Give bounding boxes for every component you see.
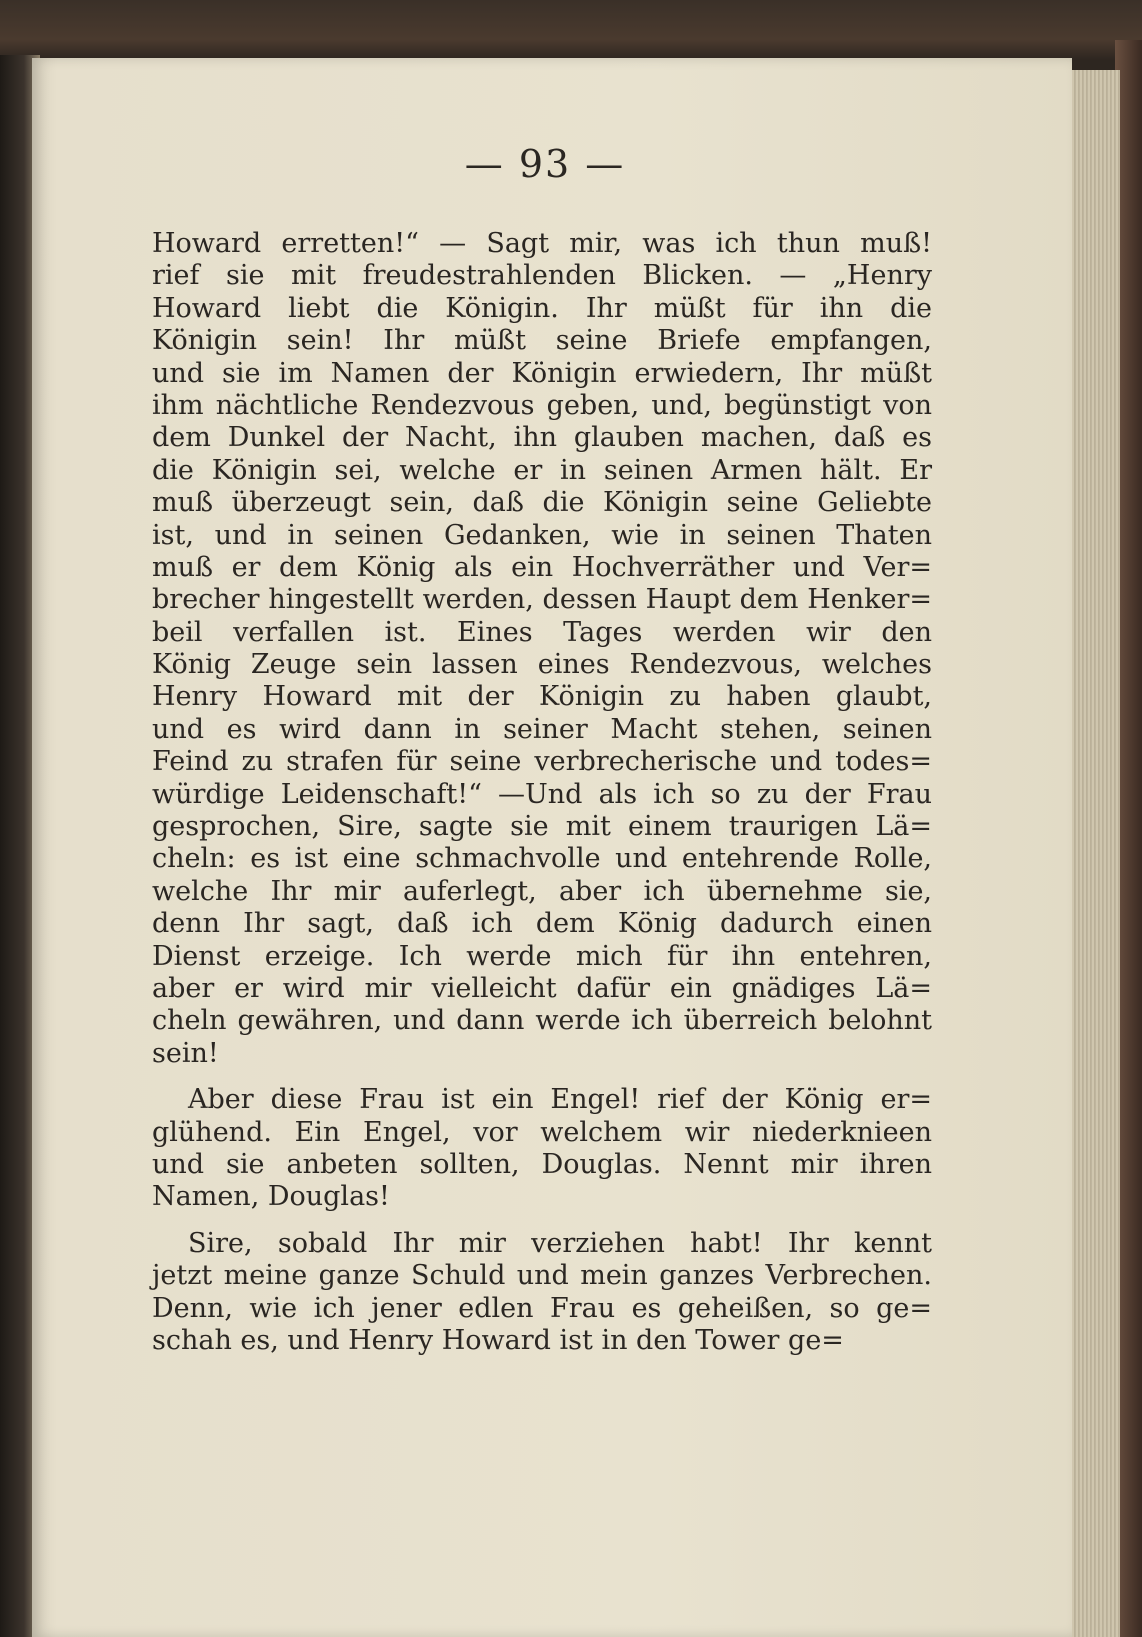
text-line: ihm nächtliche Rendezvous geben, und, begünstigt von xyxy=(152,389,932,421)
text-line: glühend. Ein Engel, vor welchem wir niederknieen xyxy=(152,1116,932,1148)
text-line: König Zeuge sein lassen eines Rendezvous, welches xyxy=(152,649,932,681)
body-text xyxy=(152,228,932,1357)
page-number: — 93 — xyxy=(464,142,626,186)
text-line: cheln: es ist eine schmachvolle und entehrende Rolle, xyxy=(152,843,932,875)
text-line: und sie anbeten sollten, Douglas. Nennt mir ihren xyxy=(152,1148,932,1180)
text-line: dem Dunkel der Nacht, ihn glauben machen, daß es xyxy=(152,422,932,454)
text-line: rief sie mit freudestrahlenden Blicken. — „Henry xyxy=(152,260,932,292)
text-line: aber er wird mir vielleicht dafür ein gnädiges Lä= xyxy=(152,972,932,1004)
text-line: gesprochen, Sire, sagte sie mit einem traurigen Lä= xyxy=(152,811,932,843)
text-line: beil verfallen ist. Eines Tages werden wir den xyxy=(152,616,932,648)
text-line: Henry Howard mit der Königin zu haben glaubt, xyxy=(152,681,932,713)
text-line: muß überzeugt sein, daß die Königin seine Geliebte xyxy=(152,487,932,519)
text-line: und es wird dann in seiner Macht stehen, seinen xyxy=(152,713,932,745)
text-line: Sire, sobald Ihr mir verziehen habt! Ihr kennt xyxy=(188,1227,932,1259)
text-line: Königin sein! Ihr müßt seine Briefe empfangen, xyxy=(152,325,932,357)
text-line: Denn, wie ich jener edlen Frau es geheißen, so ge= xyxy=(152,1292,932,1324)
text-line: Howard liebt die Königin. Ihr müßt für ihn die xyxy=(152,292,932,324)
text-line: Namen, Douglas! xyxy=(152,1181,390,1213)
paragraph xyxy=(152,1084,932,1214)
paragraph-gap xyxy=(152,1214,932,1228)
text-line: Howard erretten!“ — Sagt mir, was ich thun muß! xyxy=(152,228,932,259)
text-line: cheln gewähren, und dann werde ich überreich belohnt xyxy=(152,1005,932,1037)
text-line: würdige Leidenschaft!“ —Und als ich so zu der Frau xyxy=(152,778,932,810)
text-line: jetzt meine ganze Schuld und mein ganzes Verbrechen. xyxy=(152,1260,932,1292)
text-line: Feind zu strafen für seine verbrecherische und todes= xyxy=(152,746,932,778)
paragraph xyxy=(152,1228,932,1358)
text-line: schah es, und Henry Howard ist in den Tower ge= xyxy=(152,1324,844,1356)
paragraph-gap xyxy=(152,1070,932,1084)
text-line: welche Ihr mir auferlegt, aber ich übernehme sie, xyxy=(152,875,932,907)
text-line: sein! xyxy=(152,1037,219,1069)
text-line: ist, und in seinen Gedanken, wie in seinen Thaten xyxy=(152,519,932,551)
text-line: die Königin sei, welche er in seinen Armen hält. Er xyxy=(152,454,932,486)
text-line: und sie im Namen der Königin erwiedern, Ihr müßt xyxy=(152,357,932,389)
text-line: denn Ihr sagt, daß ich dem König dadurch einen xyxy=(152,908,932,940)
text-line: Dienst erzeige. Ich werde mich für ihn entehren, xyxy=(152,940,932,972)
text-line: brecher hingestellt werden, dessen Haupt dem Henker= xyxy=(152,584,932,616)
paragraph xyxy=(152,228,932,1070)
text-line: Aber diese Frau ist ein Engel! rief der König er= xyxy=(188,1084,932,1116)
text-line: muß er dem König als ein Hochverräther und Ver= xyxy=(152,551,932,583)
